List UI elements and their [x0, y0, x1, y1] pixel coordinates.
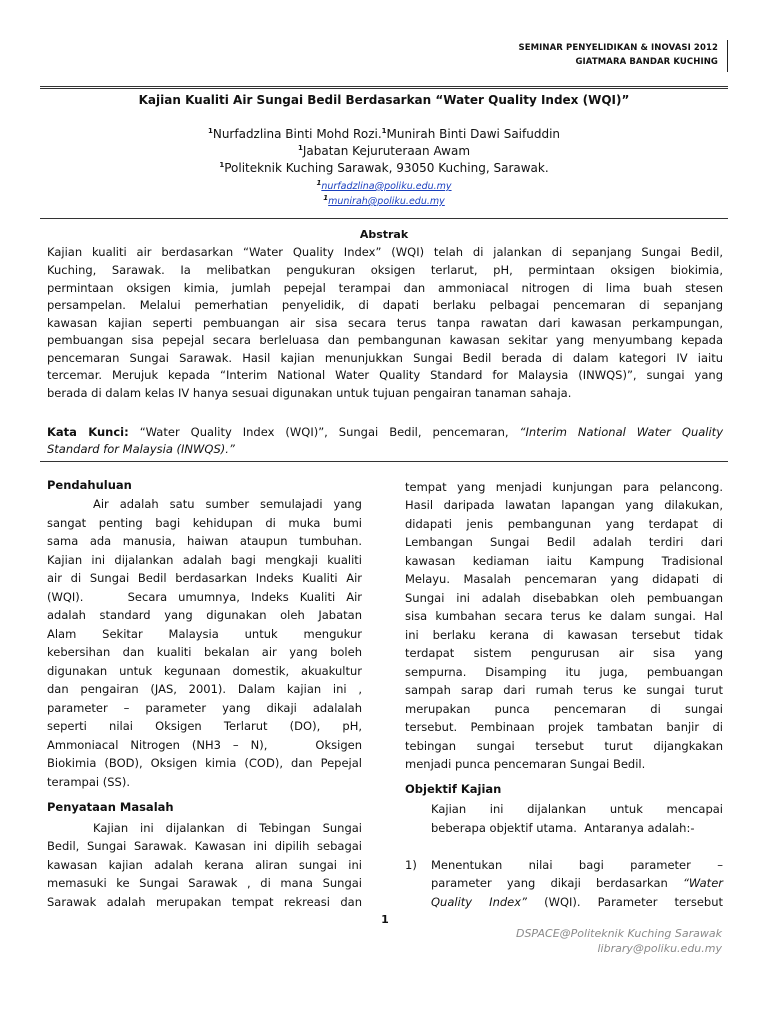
abstract-line: kawasan kajian seperti pembuangan air sisa secara terus tanpa rawatan dari kawasan perkampungan,	[47, 316, 723, 330]
body-line: Biokimia (BOD), Oksigen kimia (COD), dan Pepejal	[47, 756, 362, 770]
library-email-footer: library@poliku.edu.my	[597, 942, 722, 955]
institution-text: Politeknik Kuching Sarawak, 93050 Kuching, Sarawak.	[224, 161, 549, 175]
body-line: digunakan untuk kegunaan domestik, akuakultur	[47, 664, 362, 678]
body-line: Sungai ini adalah disebabkan oleh pembuangan	[405, 591, 723, 605]
body-line: parameter – parameter yang dikaji adalalah	[47, 701, 362, 715]
abstract-line: pencemaran Sungai Sarawak. Hasil kajian menunjukkan Sungai Bedil berada di dalam kategori IV iaitu	[47, 351, 723, 365]
affiliation-mark: 1	[297, 144, 303, 152]
body-line: Ammoniacal Nitrogen (NH3 – N), Oksigen	[47, 738, 362, 752]
body-line: kebersihan dan kualiti bekalan air yang boleh	[47, 645, 362, 659]
body-line: sangat penting bagi kehidupan di muka bumi	[47, 516, 362, 530]
list-item-number: 1)	[405, 858, 417, 872]
body-line: memasuki ke Sungai Sarawak , di mana Sungai	[47, 876, 362, 890]
body-line: Kajian ini dijalankan adalah bagi mengkaji kualiti	[47, 553, 362, 567]
abstract-line: pembuangan sisa pepejal secara berleluasa dan pembangunan kawasan sekitar yang menyumbang kepada	[47, 333, 723, 347]
body-line: Kajian ini dijalankan di Tebingan Sungai	[93, 821, 362, 835]
keywords-italic: “Interim National Water Quality	[519, 425, 723, 439]
body-line: beberapa objektif utama. Antaranya adalah:-	[431, 821, 695, 835]
affiliation-mark: 1	[381, 127, 387, 135]
abstract-line: Kajian kualiti air berdasarkan “Water Quality Index” (WQI) telah di jalankan di sepanjang Sungai Bedil,	[47, 245, 723, 259]
author-email-1	[40, 179, 728, 192]
keywords-line-2: Standard for Malaysia (INWQS).”	[47, 442, 235, 456]
abstract-line: tercemar. Merujuk kepada “Interim National Water Quality Standard for Malaysia (INWQS)”, sungai yang	[47, 368, 723, 382]
section-heading-penyataan-masalah: Penyataan Masalah	[47, 800, 174, 814]
body-line: kawasan kajian adalah kerana aliran sungai ini	[47, 858, 362, 872]
paper-title: Kajian Kualiti Air Sungai Bedil Berdasarkan “Water Quality Index (WQI)”	[138, 93, 630, 107]
body-line: sampah sarap dari rumah terus ke sungai turut	[405, 683, 723, 697]
keywords-label: Kata Kunci:	[47, 425, 129, 439]
author-names	[40, 127, 728, 141]
section-heading-objektif: Objektif Kajian	[405, 782, 502, 796]
author-institution	[40, 161, 728, 175]
body-line: Hasil daripada lawatan lapangan yang dilakukan,	[405, 498, 723, 512]
page-number: 1	[381, 913, 389, 926]
body-line: kawasan kediaman iaitu Kampung Tradisional	[405, 554, 723, 568]
abstract-bottom-rule	[40, 461, 728, 462]
top-rule	[40, 86, 728, 87]
body-line: dan pengairan (JAS, 2001). Dalam kajian ini ,	[47, 682, 362, 696]
keywords-text: “Water Quality Index (WQI)”, Sungai Bedil, pencemaran,	[128, 425, 520, 439]
body-line: tebingan sungai tersebut turut dijangkakan	[405, 739, 723, 753]
email-link-1[interactable]: nurfadzlina@poliku.edu.my	[321, 181, 452, 193]
body-line: Air adalah satu sumber semulajadi yang	[93, 497, 362, 511]
top-rule-second	[40, 88, 728, 89]
author-2: Munirah Binti Dawi Saifuddin	[386, 127, 561, 141]
header-divider	[727, 40, 728, 72]
list-item-text: parameter yang dikaji berdasarkan	[431, 876, 683, 890]
body-line: tersebut. Pembinaan projek tambatan banjir di	[405, 720, 723, 734]
list-item-line	[431, 874, 723, 893]
body-line: Kajian ini dijalankan untuk mencapai	[431, 802, 723, 816]
affiliation-mark: 1	[316, 179, 322, 187]
abstract-heading: Abstrak	[359, 228, 409, 241]
body-line: Alam Sekitar Malaysia untuk mengukur	[47, 627, 362, 641]
body-line: Bedil, Sungai Sarawak. Kawasan ini dipilih sebagai	[47, 839, 362, 853]
body-line: Melayu. Masalah pencemaran yang didapati di	[405, 572, 723, 586]
body-line: merupakan punca pencemaran di sungai	[405, 702, 723, 716]
body-line: sempurna. Disamping itu juga, pembuangan	[405, 665, 723, 679]
author-1: Nurfadzlina Binti Mohd Rozi.	[212, 127, 382, 141]
body-line: didapati jenis pembangunan yang terdapat di	[405, 517, 723, 531]
list-item-italic: Quality Index”	[431, 895, 527, 909]
email-link-2[interactable]: munirah@poliku.edu.my	[328, 196, 445, 208]
body-line: tempat yang menjadi kunjungan para pelancong.	[405, 480, 723, 494]
body-line: Lembangan Sungai Bedil adalah terdiri dari	[405, 535, 723, 549]
affiliation-mark: 1	[219, 161, 225, 169]
institution-header: GIATMARA BANDAR KUCHING	[575, 57, 718, 67]
body-line: Sarawak adalah merupakan tempat rekreasi dan	[47, 895, 362, 909]
body-line: adalah standard yang digunakan oleh Jabatan	[47, 608, 362, 622]
abstract-line: berada di dalam kelas IV hanya sesuai digunakan untuk tujuan pengairan tanaman sahaja.	[47, 386, 572, 400]
author-email-2	[40, 194, 728, 207]
body-line: menjadi punca pencemaran Sungai Bedil.	[405, 757, 646, 771]
body-line: seperti nilai Oksigen Terlarut (DO), pH,	[47, 719, 362, 733]
section-heading-pendahuluan: Pendahuluan	[47, 478, 132, 492]
abstract-rule	[40, 218, 728, 219]
body-line: (WQI). Secara umumnya, Indeks Kualiti Air	[47, 590, 362, 604]
keywords-line	[47, 424, 723, 442]
body-line: ini berlaku kerana di kawasan tersebut tidak	[405, 628, 723, 642]
abstract-line: persampelan. Melalui pemerhatian penyelidik, di dapati berlaku pelbagai pencemaran di sepanjang	[47, 298, 723, 312]
body-line: terampai (SS).	[47, 775, 130, 789]
abstract-line: Kuching, Sarawak. Ia melibatkan pengukuran oksigen terlarut, pH, permintaan oksigen biokimia,	[47, 263, 723, 277]
seminar-header: SEMINAR PENYELIDIKAN & INOVASI 2012	[518, 43, 718, 53]
body-line: air di Sungai Bedil berdasarkan Indeks Kualiti Air	[47, 571, 362, 585]
list-item-line: Menentukan nilai bagi parameter –	[431, 858, 723, 872]
body-line: sama ada manusia, haiwan ataupun tumbuhan.	[47, 534, 362, 548]
body-line: terdapat sistem pengurusan air sisa yang	[405, 646, 723, 660]
author-department	[40, 144, 728, 158]
list-item-italic: “Water	[682, 876, 723, 890]
list-item-line	[431, 893, 723, 912]
abstract-line: permintaan oksigen kimia, jumlah pepejal terampai dan ammoniacal nitrogen di lima buah stesen	[47, 281, 723, 295]
affiliation-mark: 1	[323, 194, 329, 202]
affiliation-mark: 1	[207, 127, 213, 135]
repository-footer: DSPACE@Politeknik Kuching Sarawak	[515, 927, 722, 940]
body-line: sisa kumbahan secara terus ke dalam sungai. Hal	[405, 609, 723, 623]
list-item-text: (WQI). Parameter tersebut	[527, 895, 723, 909]
department-text: Jabatan Kejuruteraan Awam	[302, 144, 471, 158]
